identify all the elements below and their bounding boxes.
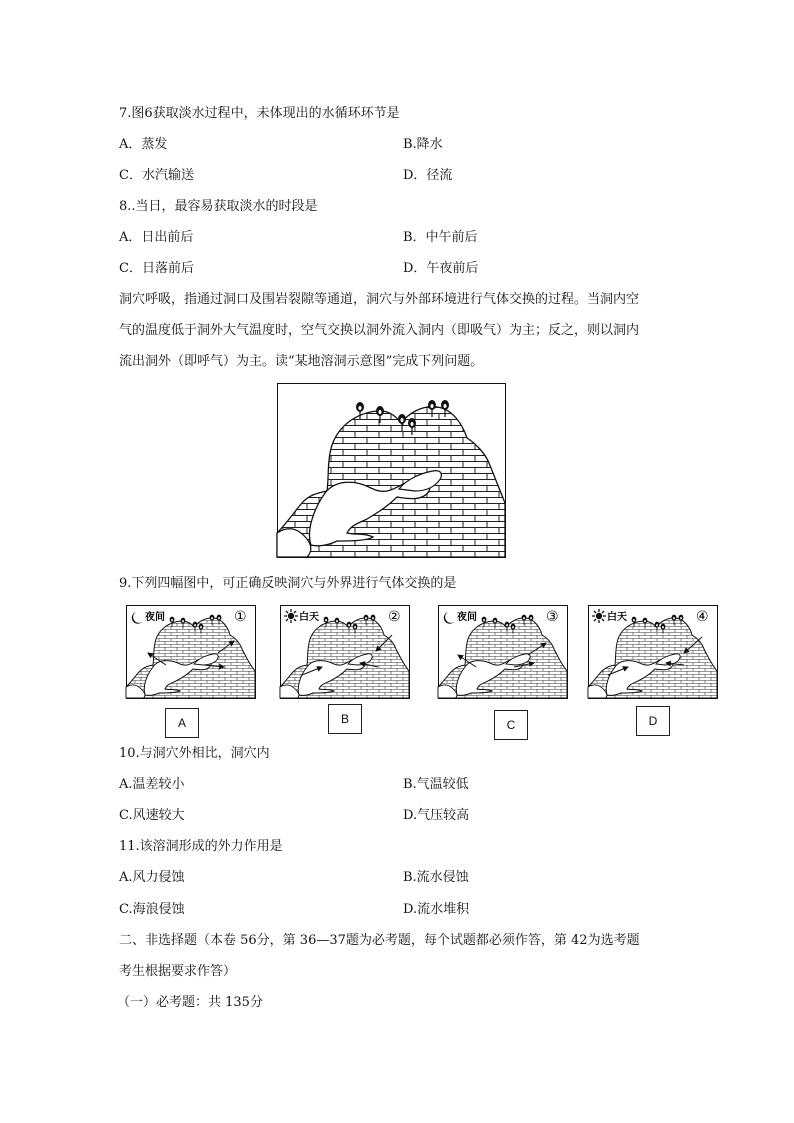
q7-option-c: C．水汽输送 — [119, 168, 194, 183]
q9-stem: 9.下列四幅图中，可正确反映洞穴与外界进行气体交换的是 — [119, 576, 457, 591]
section2-subheading: （一）必考题：共 135分 — [117, 995, 263, 1010]
intro-line-3: 流出洞外（即呼气）为主。读“某地溶洞示意图”完成下列问题。 — [119, 354, 484, 369]
q10-option-b: B.气温较低 — [403, 777, 469, 792]
option-box-c[interactable]: C — [494, 710, 528, 740]
q10-option-c: C.风速较大 — [119, 808, 185, 823]
q8-option-d: D．午夜前后 — [403, 261, 479, 276]
q7-option-d: D．径流 — [403, 168, 453, 183]
option-box-d[interactable]: D — [636, 706, 670, 736]
section2-line-2: 考生根据要求作答） — [119, 964, 237, 979]
sun-icon — [592, 609, 606, 623]
panel-time-label: 白天 — [607, 612, 627, 623]
cave-panel-1 — [126, 605, 256, 699]
q8-stem: 8..当日，最容易获取淡水的时段是 — [119, 199, 318, 214]
panel-time-label: 白天 — [299, 612, 319, 623]
panel-number: ① — [234, 609, 247, 625]
panel-number: ③ — [546, 609, 559, 625]
panel-number: ④ — [696, 609, 709, 625]
q7-option-b: B.降水 — [403, 137, 443, 152]
q7-stem: 7.图6获取淡水过程中，未体现出的水循环环节是 — [119, 106, 400, 121]
karst-cave-diagram — [277, 383, 506, 558]
q7-option-a: A．蒸发 — [119, 137, 168, 152]
q11-option-a: A.风力侵蚀 — [119, 870, 185, 885]
q8-option-c: C．日落前后 — [119, 261, 194, 276]
sun-icon — [284, 609, 298, 623]
option-box-b[interactable]: B — [328, 704, 362, 734]
q11-option-d: D.流水堆积 — [403, 902, 470, 917]
option-box-a[interactable]: A — [165, 708, 199, 738]
cave-panel-2 — [280, 605, 410, 699]
q10-option-a: A.温差较小 — [119, 777, 185, 792]
q10-stem: 10.与洞穴外相比，洞穴内 — [119, 746, 270, 761]
intro-line-2: 气的温度低于洞外大气温度时，空气交换以洞外流入洞内（即吸气）为主；反之，则以洞内 — [119, 323, 640, 338]
cave-panel-4 — [588, 605, 718, 699]
q8-option-b: B．中午前后 — [403, 230, 478, 245]
intro-line-1: 洞穴呼吸，指通过洞口及围岩裂隙等通道，洞穴与外部环境进行气体交换的过程。当洞内空 — [119, 292, 640, 307]
q11-option-b: B.流水侵蚀 — [403, 870, 469, 885]
q11-option-c: C.海浪侵蚀 — [119, 902, 185, 917]
panel-number: ② — [388, 609, 401, 625]
q10-option-d: D.气压较高 — [403, 808, 470, 823]
cave-panel-3 — [438, 605, 568, 699]
q11-stem: 11.该溶洞形成的外力作用是 — [119, 839, 283, 854]
q8-option-a: A．日出前后 — [119, 230, 194, 245]
panel-time-label: 夜间 — [145, 612, 165, 623]
section2-line-1: 二、非选择题（本卷 56分，第 36—37题为必考题，每个试题都必须作答，第 42为选考题 — [119, 933, 640, 948]
panel-time-label: 夜间 — [457, 612, 477, 623]
